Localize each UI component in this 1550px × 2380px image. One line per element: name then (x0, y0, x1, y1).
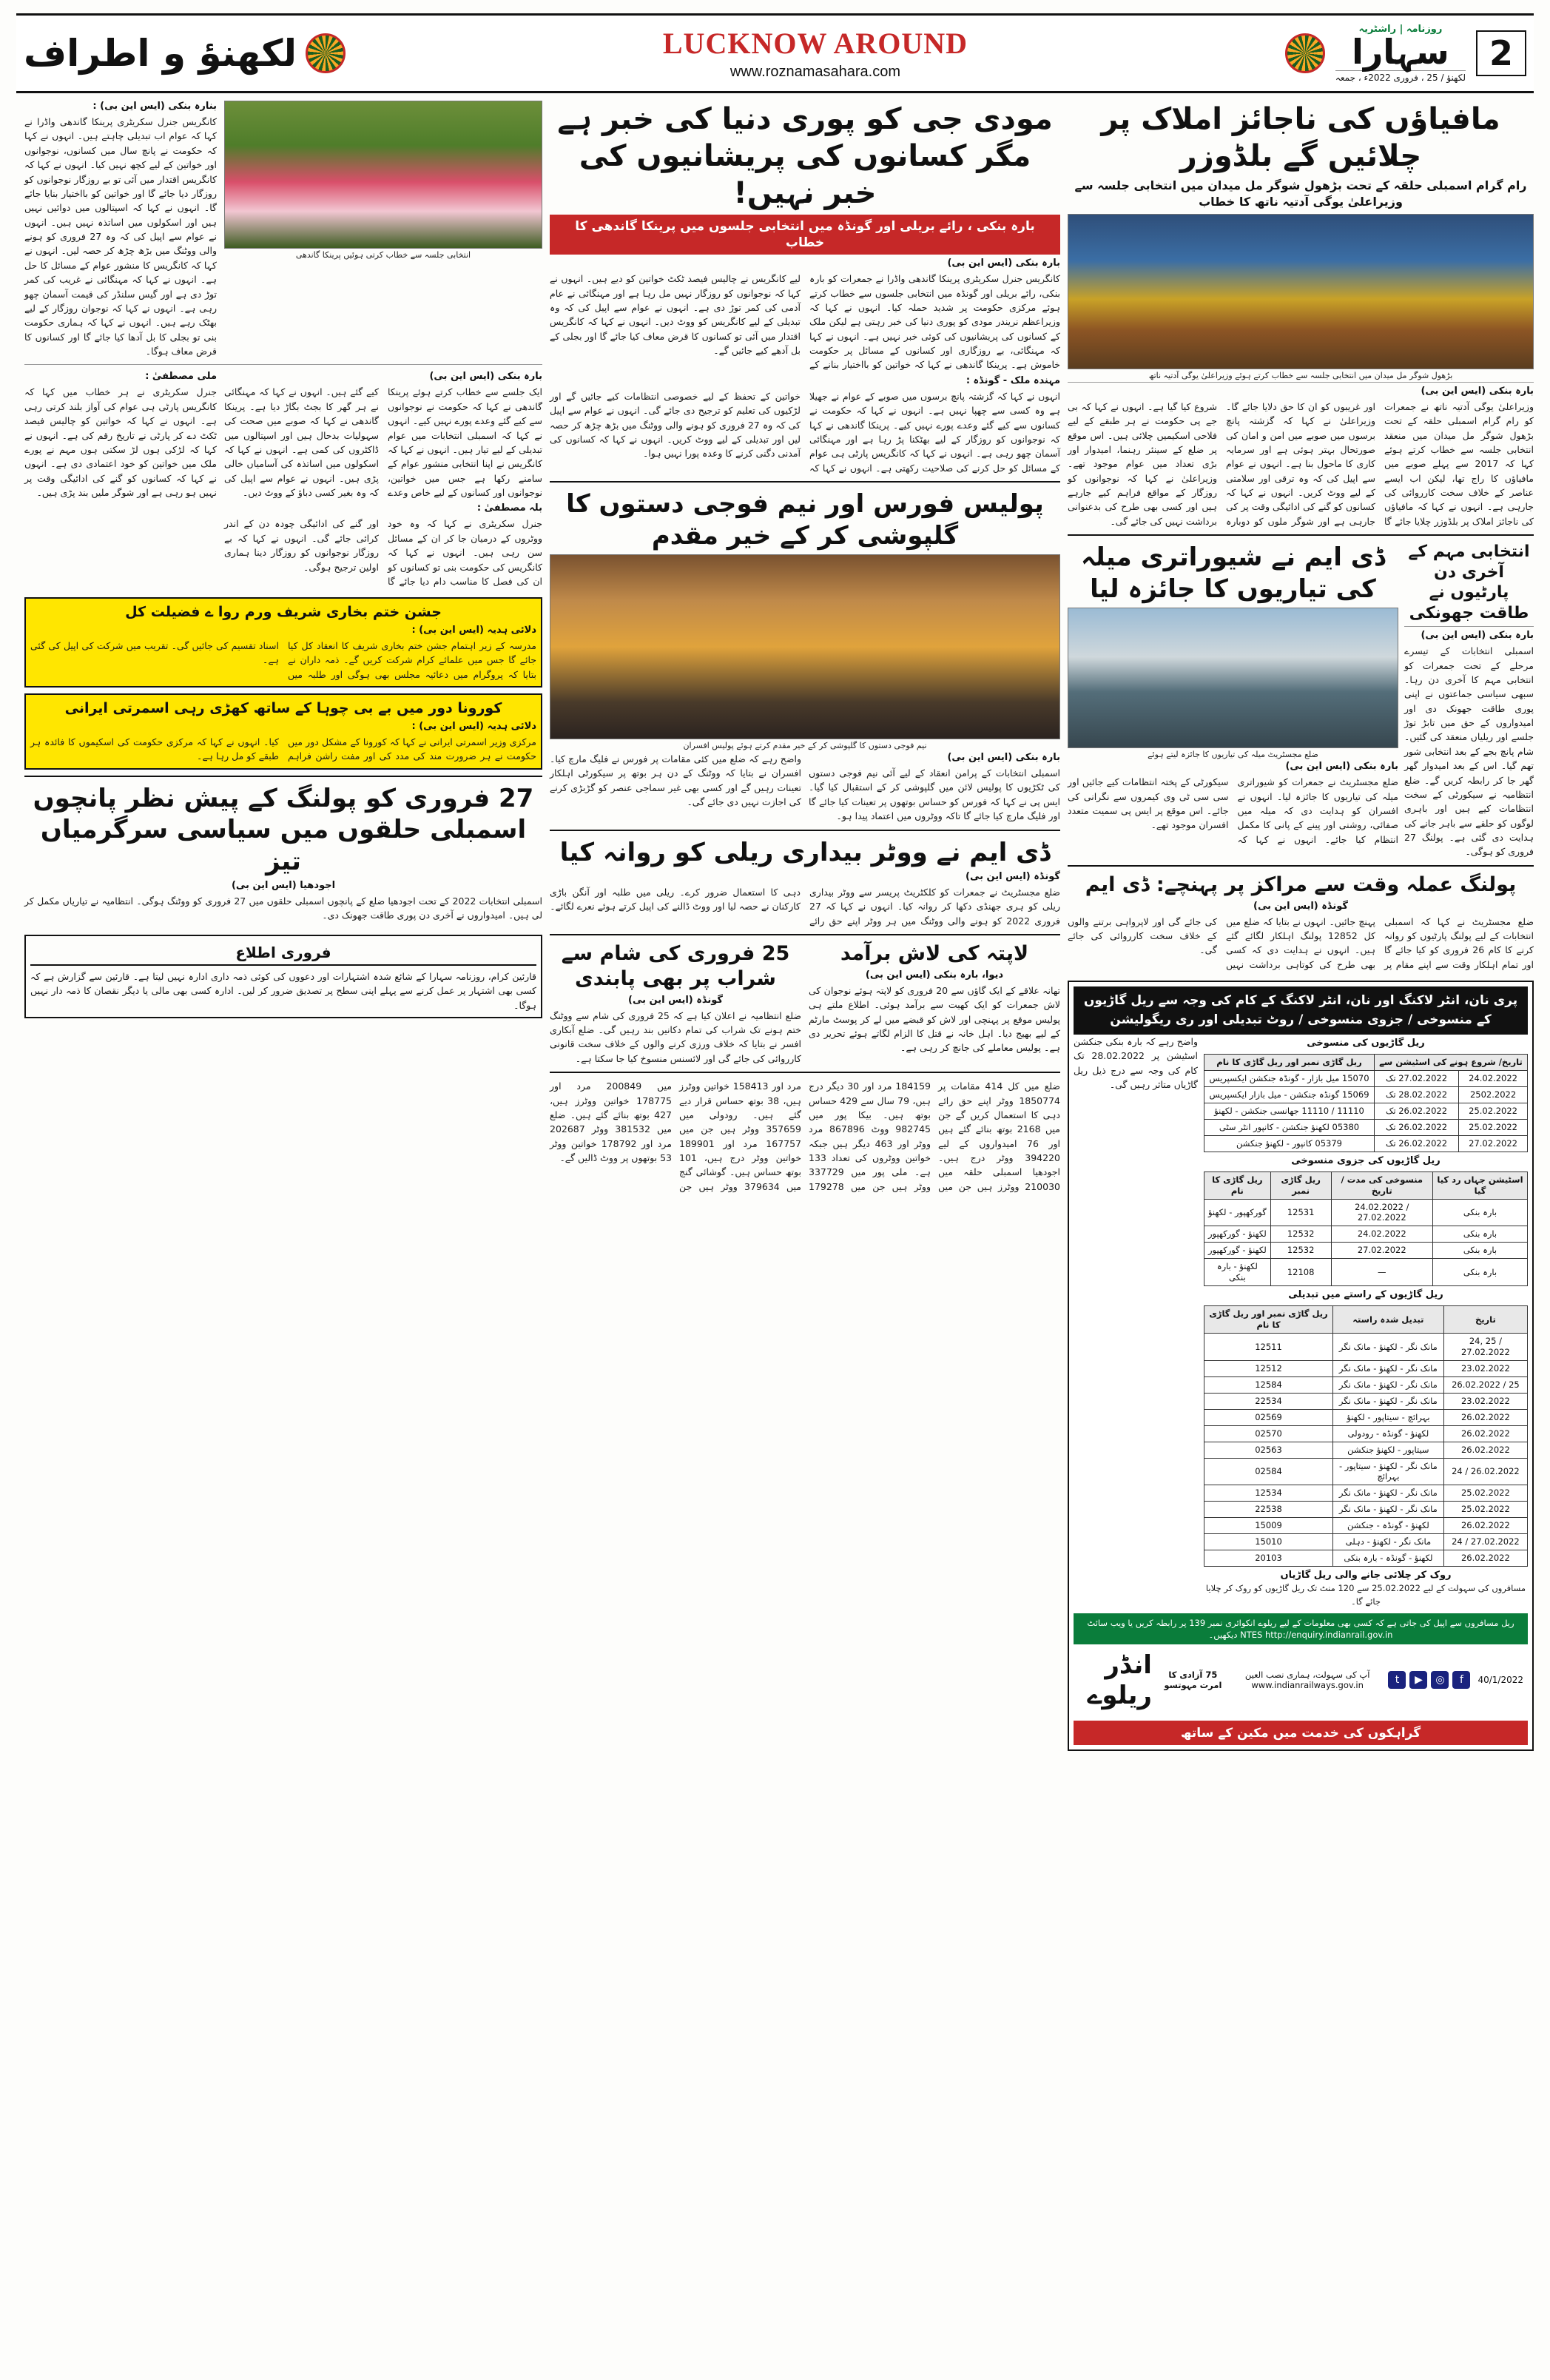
dateline: بارہ بنکی (ایس این بی) (1421, 630, 1534, 642)
article-liquor-ban (550, 941, 801, 1066)
page-number: 2 (1476, 30, 1526, 76)
table-row: 26.02.2022 لکھنؤ - گونڈہ - جنکشن 15009 (1204, 1518, 1528, 1534)
dateline: اجودھیا (ایس این بی) (231, 880, 336, 891)
table-row: 24.02.2022 27.02.2022 تک 15070 میل بازار - گونڈہ جنکشن ایکسپریس (1204, 1070, 1528, 1086)
mid-left-block (24, 371, 542, 588)
page-content (16, 101, 1534, 2291)
article-body: کانگریس جنرل سکریٹری پرینکا گاندھی واڈرا نے کہا کہ عوام اب تبدیلی چاہتے ہیں۔ انہوں نے کہا کہ حکومت نے پانچ سال میں کسانوں، نوجوانوں اور خواتین کے لیے کچھ نہیں کیا۔ انہوں نے کہا کہ کانگریس اقتدار میں آئی تو بے روزگار نوجوانوں کو روزگار دیا جائے گا اور خواتین کو بااختیار بنایا جائے گا۔ انہوں نے کہا کہ اسپتالوں میں دوائیں نہیں ہیں اور اسکولوں میں اساتذہ نہیں ہیں۔ انہوں نے عوام سے اپیل کی کہ وہ 27 فروری کو ہونے والی ووٹنگ میں بڑھ چڑھ کر حصہ لیں۔ انہوں نے کہا کہ کانگریس کا منشور عوام کے مسائل کا حل ہے۔ انہوں نے کہا کہ مہنگائی نے غریب کی کمر توڑ دی ہے اور گیس سلنڈر کی قیمت آسمان چھو رہی ہے۔ انہوں نے کہا کہ نوجوان روزگار کے لیے بھٹک رہے ہیں۔ انہوں نے کہا کہ ہماری حکومت بنی تو بجلی کا بل آدھا کیا جائے گا اور کسانوں کا قرض معاف ہوگا۔ (24, 116, 217, 357)
column-middle (550, 101, 1060, 2291)
section-title-english: LUCKNOW AROUND (662, 27, 968, 60)
ad-number: 40/1/2022 (1477, 1675, 1523, 1686)
article-photo (224, 101, 542, 249)
article-photo (550, 554, 1060, 739)
photo-caption: نیم فوجی دستوں کا گلپوشی کر کے خیر مقدم کرتے ہوئے پولیس افسران (683, 741, 927, 751)
logo-top-text: روزنامہ | راشٹریہ (1358, 24, 1443, 35)
col-header-date: تاریخ/ شروع ہونے کی اسٹیشن سے (1374, 1055, 1527, 1071)
indian-railway-brand: انڈر ریلوے (1087, 1650, 1152, 1710)
article-body: کانگریس جنرل سکریٹری پرینکا گاندھی واڈرا نے جمعرات کو بارہ بنکی، رائے بریلی اور گونڈہ میں انتخابی جلسوں سے خطاب کرتے ہوئے مرکزی حکومت پر شدید حملہ کیا۔ انہوں نے کہا کہ وزیراعظم نریندر مودی کو پوری دنیا کی خبر رہتی ہے لیکن ملک کے کسانوں کی پریشانیوں کی کوئی خبر نہیں ہے۔ انہوں نے کہا کہ مہنگائی، بے روزگاری اور کسانوں کے مسائل پر حکومت خاموش ہے۔ پرینکا گاندھی نے کہا کہ خواتین کو بااختیار بنانے کے لیے کانگریس نے چالیس فیصد ٹکٹ خواتین کو دیے ہیں۔ انہوں نے کہا کہ نوجوانوں کو روزگار نہیں مل رہا ہے اور مہنگائی نے عام آدمی کی کمر توڑ دی ہے۔ انہوں نے عوام سے اپیل کی کہ وہ تبدیلی کے لیے کانگریس کو ووٹ دیں۔ انہوں نے کہا کہ کانگریس اقتدار میں آئی تو کسانوں کا قرض معاف کیا جائے گا اور بجلی کے بل آدھے کیے جائیں گے۔ (550, 273, 1060, 371)
article-body: ضلع مجسٹریٹ نے جمعرات کو کلکٹریٹ پریسر سے ووٹر بیداری ریلی کو ہری جھنڈی دکھا کر روانہ کیا۔ انہوں نے کہا کہ 27 فروری 2022 کو ہونے والی ووٹنگ میں ہر ووٹر اپنے حق رائے دہی کا استعمال ضرور کرے۔ ریلی میں طلبہ اور آنگن باڑی کارکنان نے حصہ لیا اور ووٹ ڈالنے کی اپیل کرتے ہوئے نعرے لگائے۔ (550, 887, 1061, 927)
article-lead-left (550, 101, 1060, 475)
table-row: 26.02.2022 / 25 مانک نگر - لکھنؤ - مانک نگر 12584 (1204, 1376, 1528, 1393)
table-row: 27.02.2022 26.02.2022 تک 05379 کانپور - لکھنؤ جنکشن (1204, 1135, 1528, 1152)
headline: پولنگ عملہ وقت سے مراکز پر پہنچے: ڈی ایم (1085, 873, 1517, 896)
dateline: بارہ بنکی (ایس این بی) (1285, 761, 1398, 773)
twitter-icon[interactable]: t (1388, 1671, 1406, 1689)
yellow-box-smriti-irani (24, 693, 542, 769)
table-cancellations (1204, 1054, 1528, 1152)
article-body: تھانہ علاقے کے ایک گاؤں سے 20 فروری کو لاپتہ ہوئے نوجوان کی لاش جمعرات کو ایک کھیت سے برآمد ہوئی۔ اطلاع ملتے ہی پولیس موقع پر پہنچی اور لاش کو قبضے میں لے کر پوسٹ مارٹم کے لیے بھیج دیا۔ اہل خانہ نے قتل کا الزام لگاتے ہوئے تحریر دی ہے۔ پولیس معاملے کی جانچ کر رہی ہے۔ (809, 984, 1060, 1054)
stat-paragraph: گوشائی گنج میں 379634 ووٹر ہیں جن میں 200849 مرد اور 178775 خواتین ووٹرز ہیں، 427 بوتھ بنائے گئے ہیں۔ (550, 1080, 801, 1192)
rosette-icon (306, 33, 346, 73)
col-header-train: ریل گاڑی نمبر اور ریل گاڑی کا نام (1204, 1055, 1375, 1071)
box-title: جشن ختم بخاری شریف ورم روا ے فضیلت کل (125, 604, 442, 621)
box-title: کورونا دور میں بے بی چوہا کے ساتھ کھڑی رہی اسمرتی ایرانی (64, 700, 502, 717)
table-row: بارہ بنکی 24.02.2022 / 27.02.2022 12531 گورکھپور - لکھنؤ (1204, 1199, 1528, 1226)
two-story-row (1068, 542, 1534, 859)
article-body: ضلع مجسٹریٹ نے جمعرات کو شیوراتری میلہ کی تیاریوں کا جائزہ لیا۔ انہوں نے افسران کو ہدایت دی کہ میلہ میں صفائی، روشنی اور پینے کے پانی کا مکمل انتظام کیا جائے۔ انہوں نے کہا کہ سیکورٹی کے پختہ انتظامات کیے جائیں اور سی سی ٹی وی کیمروں سے نگرانی کی جائے۔ اس موقع پر ایس پی سمیت متعدد افسران موجود تھے۔ (1068, 776, 1398, 845)
article-body: ضلع مجسٹریٹ نے کہا کہ اسمبلی انتخابات کے لیے پولنگ پارٹیوں کو روانہ کرنے کا کام 26 فروری کو کیا جائے گا اور تمام اہلکار وقت سے اپنے مقام پر پہنچ جائیں۔ انہوں نے بتایا کہ ضلع میں کل 12852 پولنگ اہلکار لگائے گئے ہیں۔ انہوں نے ہدایت دی کہ کسی بھی طرح کی کوتاہی برداشت نہیں کی جائے گی اور لاپرواہی برتنے والوں کے خلاف سخت کارروائی کی جائے گی۔ (1068, 915, 1534, 970)
headline: 25 فروری کی شام سے شراب پر بھی پابندی (561, 942, 790, 990)
railway-footer (1074, 1644, 1528, 1716)
subheadline: رام گرام اسمبلی حلقہ کے تحت بڑھول شوگر مل میدان میں انتخابی جلسہ سے وزیراعلیٰ یوگی آدتیہ ناتھ کا خطاب (1074, 178, 1527, 209)
notice-body: قارئین کرام، روزنامہ سہارا کے شائع شدہ اشتہارات اور دعووں کی کوئی ذمہ داری ادارہ نہیں لیتا ہے۔ قارئین سے گزارش ہے کہ کسی بھی اشتہار پر عمل کرنے سے پہلے اپنی سطح پر تصدیق ضرور کر لیں۔ ادارہ کسی بھی مالی یا دیگر نقصان کا ذمہ دار نہیں ہوگا۔ (30, 970, 536, 1011)
yellow-box-bukhari (24, 597, 542, 688)
red-subheadline-bar: بارہ بنکی ، رائے بریلی اور گونڈہ میں انتخابی جلسوں میں پرینکا گاندھی کا خطاب (550, 215, 1060, 255)
article-col-left-narrow (224, 371, 542, 588)
right-rail-story-1 (24, 101, 217, 358)
notice-title: فروری اطلاع (30, 941, 536, 966)
two-brief-row (550, 941, 1060, 1066)
priyanka-photo-block (224, 101, 542, 358)
right-rail-story-2 (24, 371, 217, 588)
table-partial-cancellations: اسٹیشن جہاں رد کیا گیا منسوخی کی مدت / تاریخ ریل گاڑی نمبر ریل گاڑی کا نام بارہ بنکی 24.02.2022 / 27.02.2022 12531 گورکھپور - لکھنؤ بارہ بنکی 24.02.2022 12532 لکھنؤ - گورکھپور بارہ بنکی 27.02.2022 12532 لکھنؤ - گورکھپور بارہ بنکی — 12108 لکھنؤ - بارہ بنکی (1204, 1171, 1528, 1287)
headline: مافیاؤں کی ناجائز املاک پر چلائیں گے بلڈوزر (1101, 102, 1500, 173)
dateline: گونڈہ (ایس این بی) (628, 994, 723, 1006)
article-polling (1068, 873, 1534, 972)
top-left-block (24, 101, 542, 358)
dateline: ملی مصطفیٰ : (145, 371, 217, 383)
article-body-continued: انہوں نے کہا کہ گزشتہ پانچ برسوں میں صوبے کے عوام نے جھیلا ہے وہ کسی سے چھپا نہیں ہے۔ انہوں نے کہا کہ حکومت نے کسانوں سے کیے گئے وعدے پورے نہیں کیے۔ پرینکا گاندھی نے کہا کہ نوجوانوں کو روزگار کے لیے بھٹکنا پڑ رہا ہے اور مہنگائی آسمان چھو رہی ہے۔ انہوں نے کہا کہ کانگریس پارٹی ہی عوام کے مسائل کو حل کرنے کی صلاحیت رکھتی ہے۔ انہوں نے کہا کہ خواتین کے تحفظ کے لیے خصوصی انتظامات کیے جائیں گے اور لڑکیوں کی تعلیم کو ترجیح دی جائے گی۔ انہوں نے عوام سے اپیل کی کہ وہ 27 فروری کو ہونے والی ووٹنگ میں بڑھ چڑھ کر حصہ لیں اور تبدیلی کے لیے ووٹ کریں۔ انہوں نے کہا کہ کسانوں کی آمدنی دگنی کرنے کا وعدہ پورا نہیں ہوا۔ (550, 390, 1060, 474)
headline: لاپتہ کی لاش برآمد (840, 942, 1029, 966)
table-diverted-trains: تاریخ تبدیل شدہ راستہ ریل گاڑی نمبر اور ریل گاڑی کا نام 24, 25 / 27.02.2022 مانک نگر - لکھنؤ - مانک نگر 12511 23.02.2022 مانک نگر - لکھنؤ - مانک نگر 12512 26.02.2022 / 25 مانک نگر - لکھنؤ - مانک نگر 12584 23.02.2022 مانک نگر - لکھنؤ - مانک نگر 22534 26.02.2022 بہرائچ - سیتاپور - لکھنؤ 02569 26.02.2022 لکھنؤ - گونڈہ - رودولی 02570 26.02.2022 سیتاپور - لکھنؤ جنکشن 02563 24 / 26.02.2022 مانک نگر - لکھنؤ - سیتاپور - بہرائچ 02584 25.02.2022 مانک نگر - لکھنؤ - مانک نگر 12534 25.02.2022 مانک نگر - لکھنؤ - مانک نگر 22538 26.02.2022 لکھنؤ - گونڈہ - جنکشن 15009 24 / 27.02.2022 مانک نگر - لکھنؤ - دہلی 15010 26.02.2022 لکھنؤ - گونڈہ - بارہ بنکی 20103 (1204, 1305, 1528, 1567)
article-photo (1068, 214, 1534, 369)
azadi-amrit-mahotsav: 75 آزادی کا امرت مہوتسو (1164, 1670, 1222, 1691)
regulated-note: مسافروں کی سہولت کے لیے 25.02.2022 سے 120 منٹ تک ریل گاڑیوں کو روک کر چلایا جائے گا۔ (1205, 1583, 1526, 1607)
masthead (16, 13, 1534, 93)
column-left (24, 101, 542, 2291)
table-row: بارہ بنکی 27.02.2022 12532 لکھنؤ - گورکھپور (1204, 1243, 1528, 1259)
dateline: دیوا، بارہ بنکی (ایس این بی) (865, 969, 1004, 981)
subsection-title: بلہ مصطفیٰ : (476, 502, 542, 514)
column-right (1068, 101, 1534, 2291)
dateline: بنارہ بنکی (ایس این بی) : (92, 101, 217, 112)
box-body: مدرسہ کے زیر اہتمام جشن ختم بخاری شریف کا انعقاد کل کیا جائے گا جس میں علمائے کرام شرکت کریں گے۔ ذمہ داران نے بتایا کہ پروگرام میں دعائیہ مجلس بھی ہوگی اور طلبہ میں اسناد تقسیم کی جائیں گی۔ تقریب میں شرکت کی اپیل کی گئی ہے۔ (30, 639, 536, 680)
stat-paragraph: ضلع میں کل 414 مقامات پر 1850774 ووٹر اپنے حق رائے دہی کا استعمال کریں گے جن میں 2168 بوتھ بنائے گئے ہیں اور 76 امیدواروں کے لیے 394220 ووٹر درج ہیں۔ (938, 1080, 1060, 1164)
facebook-icon[interactable]: f (1452, 1671, 1470, 1689)
dateline: بارہ بنکی (ایس این بی) (947, 258, 1060, 269)
table-row: 24 / 27.02.2022 مانک نگر - لکھنؤ - دہلی 15010 (1204, 1534, 1528, 1550)
dateline: بارہ بنکی (ایس این بی) (947, 752, 1060, 764)
table-row: 25.02.2022 مانک نگر - لکھنؤ - مانک نگر 22538 (1204, 1502, 1528, 1518)
stat-paragraph: ملی پور میں 337729 ووٹر ہیں جن میں 179278 مرد اور 158413 خواتین ووٹرز ہیں، 38 بوتھ حساس قرار دیے گئے ہیں۔ (679, 1080, 931, 1192)
dateline: گونڈہ (ایس این بی) (966, 871, 1060, 883)
table-row: 23.02.2022 مانک نگر - لکھنؤ - مانک نگر 22534 (1204, 1393, 1528, 1409)
table-row: 26.02.2022 لکھنؤ - گونڈہ - رودولی 02570 (1204, 1425, 1528, 1442)
article-dm-review (1068, 542, 1398, 859)
table-body (1204, 1070, 1528, 1152)
notice-box (24, 935, 542, 1018)
stat-paragraph: بیکا پور میں 982745 ووٹ 867896 مرد ووٹر اور 463 دیگر ہیں جبکہ خواتین ووٹروں کی تعداد 133 ہے۔ (809, 1109, 931, 1178)
table-row: 23.02.2022 مانک نگر - لکھنؤ - مانک نگر 12512 (1204, 1360, 1528, 1376)
stat-paragraph: رودولی میں 357659 ووٹر ہیں جن میں 167757 مرد اور 189901 خواتین ووٹر درج ہیں، 101 بوتھ حساس ہیں۔ (679, 1109, 801, 1178)
railway-red-strip: گراہکوں کی خدمت میں مکین کے ساتھ (1074, 1721, 1528, 1745)
headline: مودی جی کو پوری دنیا کی خبر ہے مگر کسانوں کی پریشانیوں کی خبر نہیں! (557, 102, 1053, 210)
article-body: ایک جلسے سے خطاب کرتے ہوئے پرینکا گاندھی نے کہا کہ حکومت نے نوجوانوں سے کیے گئے وعدے پورے نہیں کیے۔ انہوں نے کہا کہ اسمبلی انتخابات میں عوام تبدیلی کے لیے تیار ہیں۔ انہوں نے کہا کہ کانگریس نے اپنا انتخابی منشور عوام کے سامنے رکھا ہے جس میں خواتین، نوجوانوں اور کسانوں کے لیے خاص وعدے کیے گئے ہیں۔ انہوں نے کہا کہ مہنگائی نے ہر گھر کا بجٹ بگاڑ دیا ہے۔ پرینکا گاندھی نے کہا کہ صوبے میں صحت کی سہولیات بدحال ہیں اور اسپتالوں میں ڈاکٹروں کی کمی ہے۔ انہوں نے کہا کہ اسکولوں میں اساتذہ کی آسامیاں خالی پڑی ہیں۔ انہوں نے عوام سے اپیل کی کہ وہ بغیر کسی دباؤ کے ووٹ دیں۔ (224, 386, 542, 498)
table-title-regulated: روک کر چلائی جانے والی ریل گاڑیاں (1280, 1570, 1452, 1581)
table-row: 25.02.2022 مانک نگر - لکھنؤ - مانک نگر 12534 (1204, 1485, 1528, 1502)
railway-tagline: آپ کی سہولت، ہماری نصب العین www.indianrailways.gov.in (1244, 1670, 1370, 1691)
dateline: دلائی ہدیہ (ایس این بی) : (411, 720, 536, 732)
website-url[interactable]: www.roznamasahara.com (729, 64, 901, 80)
table-title-partial: ریل گاڑیوں کی جزوی منسوخی (1291, 1154, 1441, 1166)
article-body-continued: جنرل سکریٹری نے کہا کہ وہ خود ووٹروں کے درمیان جا کر ان کے مسائل سن رہی ہیں۔ انہوں نے کہا کہ کانگریس کی حکومت بنی تو کسانوں کو ان کی فصل کا مناسب دام دیا جائے گا اور گنے کی ادائیگی چودہ دن کے اندر کرائی جائے گی۔ انہوں نے کہا کہ بے روزگار نوجوانوں کو روزگار دینا ہماری اولین ترجیح ہوگی۔ (224, 518, 542, 587)
article-body: وزیراعلیٰ یوگی آدتیہ ناتھ نے جمعرات کو رام گرام اسمبلی حلقہ کے تحت بڑھول شوگر مل میدان میں منعقد انتخابی جلسہ سے خطاب کرتے ہوئے کہا کہ 2017 سے پہلے صوبے میں مافیاؤں کا راج تھا، لیکن اب ایسے عناصر کے خلاف سخت کارروائی کی جارہی ہے۔ انہوں نے کہا کہ مافیاؤں کی ناجائز املاک پر بلڈوزر چلایا جائے گا اور غریبوں کو ان کا حق دلایا جائے گا۔ وزیراعلیٰ نے کہا کہ گزشتہ پانچ برسوں میں صوبے میں امن و امان کی صورتحال بہتر ہوئی ہے اور سرمایہ کاری کا ماحول بنا ہے۔ انہوں نے عوام سے اپیل کی کہ وہ ترقی اور سلامتی کے لیے ووٹ کریں۔ انہوں نے کہا کہ کسانوں کو گنے کی ادائیگی وقت پر کی جارہی ہے اور شوگر ملوں کو دوبارہ شروع کیا گیا ہے۔ انہوں نے کہا کہ بی جے پی حکومت نے ہر طبقے کے لیے فلاحی اسکیمیں چلائی ہیں۔ اس موقع پر ضلع کے سینئر رہنما، امیدوار اور بڑی تعداد میں عوام موجود تھے۔ وزیراعلیٰ نے کہا کہ نوجوانوں کو روزگار کے مواقع فراہم کیے جارہے ہیں اور کسی بھی طرح کی بدعنوانی برداشت نہیں کی جائے گی۔ (1068, 400, 1534, 527)
article-photo (1068, 608, 1398, 748)
youtube-icon[interactable]: ▶ (1409, 1671, 1427, 1689)
article-police-welcome (550, 488, 1060, 824)
rosette-icon (1285, 33, 1325, 73)
dateline: بارہ بنکی (ایس این بی) (429, 371, 542, 383)
article-27feb-stats (550, 1079, 1060, 1194)
table-row: 2502.2022 28.02.2022 تک 15069 گونڈہ جنکشن - میل بازار ایکسپریس (1204, 1086, 1528, 1103)
photo-caption: بڑھول شوگر مل میدان میں انتخابی جلسہ سے خطاب کرتے ہوئے وزیراعلیٰ یوگی آدتیہ ناتھ (1148, 370, 1453, 380)
dateline: دلائی ہدیہ (ایس این بی) : (411, 624, 536, 636)
logo-main-text: سہارا (1352, 32, 1449, 72)
headline: پولیس فورس اور نیم فوجی دستوں کا گلپوشی کر کے خیر مقدم (566, 489, 1044, 551)
photo-caption: انتخابی جلسہ سے خطاب کرتی ہوئیں پرینکا گاندھی (295, 250, 471, 260)
article-body: اسمبلی انتخابات کے پرامن انعقاد کے لیے آئی نیم فوجی دستوں کی ٹکڑیوں کا پولیس لائن میں گلپوشی کر کے استقبال کیا گیا۔ ایس پی نے کہا کہ فورس کو حساس بوتھوں پر تعینات کیا جائے گا اور فلیگ مارچ کیا جائے گا تاکہ ووٹروں میں اعتماد پیدا ہو۔ (809, 767, 1060, 822)
masthead-right (1285, 24, 1526, 83)
article-body: ضلع انتظامیہ نے اعلان کیا ہے کہ 25 فروری کی شام سے ووٹنگ ختم ہونے تک شراب کی تمام دکانیں بند رہیں گی۔ ضلع آبکاری افسر نے بتایا کہ خلاف ورزی کرنے والوں کے خلاف سخت قانونی کارروائی کی جائے گی اور لائسنس منسوخ کیا جا سکتا ہے۔ (550, 1009, 802, 1064)
table-row: 24, 25 / 27.02.2022 مانک نگر - لکھنؤ - مانک نگر 12511 (1204, 1334, 1528, 1361)
railway-advertisement (1068, 981, 1534, 1751)
dateline: بارہ بنکی (ایس این بی) (1421, 385, 1534, 397)
table-title-diverted: ریل گاڑیوں کے راستے میں تبدیلی (1288, 1289, 1443, 1301)
publication-logo (1335, 24, 1466, 83)
article-body: جنرل سکریٹری نے ہر خطاب میں کہا کہ کانگریس پارٹی ہی عوام کی آواز بلند کرتی رہی ہے۔ انہوں نے کہا کہ خواتین کو چالیس فیصد ٹکٹ دے کر پارٹی نے تاریخ رقم کی ہے۔ انہوں نے کہا کہ لڑکی ہوں لڑ سکتی ہوں مہم نے پورے ملک میں خواتین کو خود اعتمادی دی ہے۔ انہوں نے کہا کہ کسانوں کو گنے کی ادائیگی وقت پر نہیں ہو رہی ہے اور شوگر ملیں بند پڑی ہیں۔ (24, 386, 217, 498)
table-row: 26.02.2022 لکھنؤ - گونڈہ - بارہ بنکی 20103 (1204, 1550, 1528, 1567)
subsection-title: مہندہ ملک - گونڈہ : (966, 374, 1060, 386)
table-row: 26.02.2022 سیتاپور - لکھنؤ جنکشن 02563 (1204, 1442, 1528, 1458)
masthead-left (24, 32, 346, 75)
box-body: مرکزی وزیر اسمرتی ایرانی نے کہا کہ کورونا کے مشکل دور میں حکومت نے ہر ضرورت مند کی مدد کی اور مفت راشن فراہم کیا۔ انہوں نے کہا کہ مرکزی حکومت کی اسکیموں کا فائدہ ہر طبقے کو مل رہا ہے۔ (30, 736, 536, 762)
logo-date-line: لکھنؤ / 25 ، فروری 2022ء ، جمعہ (1335, 70, 1466, 83)
table-row: بارہ بنکی — 12108 لکھنؤ - بارہ بنکی (1204, 1259, 1528, 1286)
headline: ڈی ایم نے ووٹر بیداری ریلی کو روانہ کیا (559, 837, 1051, 867)
article-lead-right (1068, 101, 1534, 528)
article-dead-body (809, 941, 1060, 1066)
section-title-urdu: لکھنؤ و اطراف (24, 32, 297, 75)
article-last-day (1404, 542, 1534, 859)
table-row: 24 / 26.02.2022 مانک نگر - لکھنؤ - سیتاپور - بہرائچ 02584 (1204, 1458, 1528, 1485)
headline: ڈی ایم نے شیوراتری میلہ کی تیاریوں کا جائزہ لیا (1080, 542, 1386, 604)
social-links[interactable] (1388, 1671, 1470, 1689)
article-27feb-headline-block (24, 783, 542, 923)
article-voter-rally (550, 837, 1060, 929)
article-intro: اسمبلی انتخابات 2022 کے تحت اجودھیا ضلع کے پانچوں اسمبلی حلقوں میں 27 فروری کو ووٹنگ ہوگی۔ انتظامیہ نے تیاریاں مکمل کر لی ہیں۔ امیدواروں نے آخری دن پوری طاقت جھونک دی۔ (24, 895, 542, 921)
masthead-center (346, 26, 1285, 81)
railway-enquiry-note: ریل مسافروں سے اپیل کی جاتی ہے کہ کسی بھی معلومات کے لیے ریلوے انکوائری نمبر 139 پر رابطہ کریں یا ویب سائٹ NTES http://enquiry.indianrail.gov.in دیکھیں۔ (1074, 1613, 1528, 1644)
stat-paragraph: اجودھیا اسمبلی حلقہ میں 210030 ووٹرز ہیں جن میں 184159 مرد اور 30 دیگر درج ہیں، 79 سال سے 429 حساس بوتھ ہیں۔ (809, 1080, 1060, 1192)
railway-intro-note: واضح رہے کہ بارہ بنکی جنکشن اسٹیشن پر 28.02.2022 تک کام کی وجہ سے درج ذیل ریل گاڑیاں متاثر رہیں گی۔ (1074, 1036, 1198, 1091)
headline: 27 فروری کو پولنگ کے پیش نظر پانچوں اسمبلی حلقوں میں سیاسی سرگرمیاں تیز (33, 783, 534, 876)
article-body: اسمبلی انتخابات کے تیسرے مرحلے کے تحت جمعرات کو انتخابی مہم کا آخری دن رہا۔ سبھی سیاسی جماعتوں نے اپنی پوری طاقت جھونک دی اور امیدواروں کے حق میں تابڑ توڑ جلسے اور ریلیاں منعقد کی گئیں۔ شام پانچ بجے کے بعد انتخابی شور تھم گیا۔ اس کے بعد امیدوار گھر گھر جا کر رابطہ کریں گے۔ ضلع انتظامیہ نے سیکورٹی کے سخت انتظامات کیے ہیں اور باہری لوگوں کو حلقے سے باہر جانے کی ہدایت دی گئی ہے۔ پولنگ 27 فروری کو ہوگی۔ (1404, 645, 1534, 858)
photo-caption: ضلع مجسٹریٹ میلہ کی تیاریوں کا جائزہ لیتے ہوئے (1148, 750, 1318, 760)
railway-banner-title: پری نان، انٹر لاکنگ اور نان، انٹر لاکنگ کے کام کی وجہ سے ریل گاڑیوں کے منسوخی / جزوی منسوخی / روٹ تبدیلی اور ری ریگولیشن (1074, 986, 1528, 1035)
table-row: 25.02.2022 26.02.2022 تک 05380 لکھنؤ جنکشن - کانپور انٹر سٹی (1204, 1119, 1528, 1135)
table-row: بارہ بنکی 24.02.2022 12532 لکھنؤ - گورکھپور (1204, 1226, 1528, 1243)
table-title-cancellations: ریل گاڑیوں کی منسوخی (1307, 1038, 1425, 1049)
dateline: گونڈہ (ایس این بی) (1253, 900, 1348, 912)
table-row: 26.02.2022 بہرائچ - سیتاپور - لکھنؤ 02569 (1204, 1409, 1528, 1425)
instagram-icon[interactable]: ◎ (1431, 1671, 1449, 1689)
stat-paragraph: ضلع میں 381532 ووٹر 202687 مرد اور 178792 خواتین ووٹر 53 بوتھوں پر ووٹ ڈالیں گے۔ (550, 1109, 672, 1164)
article-body-secondary: واضح رہے کہ ضلع میں کئی مقامات پر فورس نے فلیگ مارچ کیا۔ افسران نے بتایا کہ ووٹنگ کے دن ہر بوتھ پر سیکورٹی اہلکار تعینات رہیں گے اور کسی بھی غیر سماجی عنصر کو گڑبڑی کرنے کی اجازت نہیں دی جائے گی۔ (550, 753, 801, 808)
table-row: 25.02.2022 26.02.2022 تک 11110 / 11110 جھانسی جنکشن - لکھنؤ (1204, 1103, 1528, 1119)
stats-body (550, 1079, 1060, 1194)
headline: انتخابی مہم کے آخری دن پارٹیوں نے طاقت جھونکی (1408, 542, 1530, 622)
